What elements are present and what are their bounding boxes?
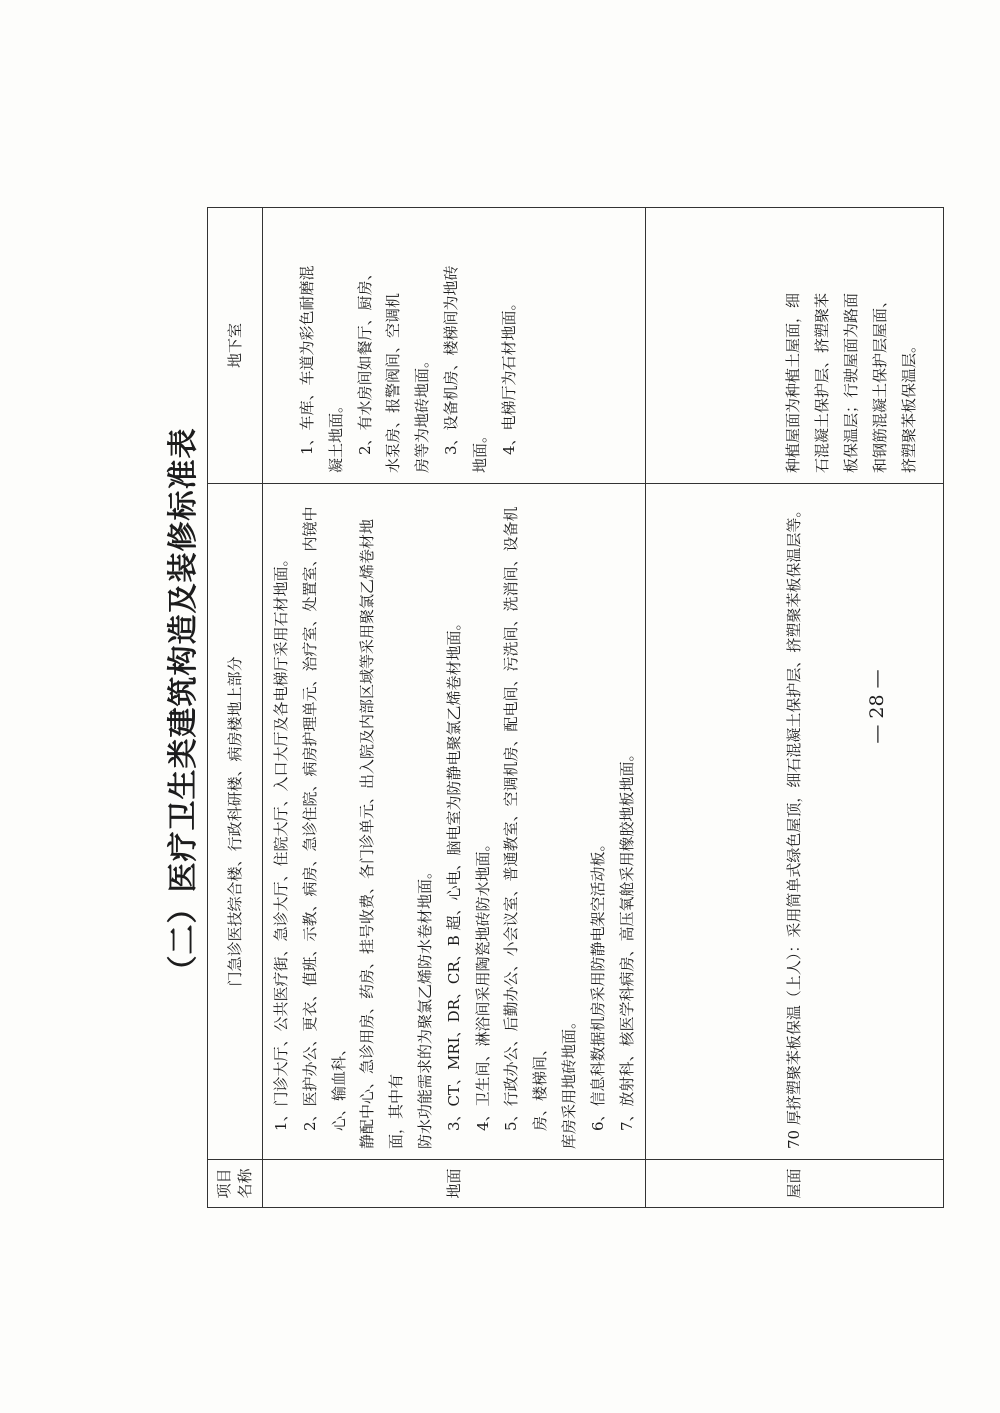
floor-basement-cell	[263, 208, 646, 484]
row-name-roof: 屋面	[646, 1160, 944, 1208]
basement-line-8: 4、电梯厅为石材地面。	[499, 295, 518, 455]
header-above-ground: 门急诊医技综合楼、行政科研楼、病房楼地上部分	[208, 484, 263, 1160]
table-row-floor	[263, 208, 646, 1208]
floor-line-1: 1、门诊大厅、公共医疗街、急诊大厅、住院大厅、入口大厅及各电梯厅采用石材地面。	[272, 551, 290, 1131]
basement-line-1: 1、车库、车道为彩色耐磨混	[298, 265, 316, 455]
basement-line-6: 3、设备机房、楼梯间为地砖	[441, 265, 460, 455]
header-item-name: 项目名称	[208, 1160, 263, 1208]
roof-above-text: 70 厚挤塑聚苯板保温（上人）：采用简单式绿色屋顶，细石混凝土保护层、挤塑聚苯板保温层等。	[785, 502, 804, 1149]
basement-line-5: 房等为地砖地面。	[413, 352, 432, 473]
floor-line-6: 4、卫生间、淋浴间采用陶瓷地砖防水地面。	[473, 836, 492, 1131]
roof-above-cell	[646, 484, 944, 1160]
page-number: — 28 —	[866, 669, 888, 744]
floor-above-cell	[263, 484, 646, 1160]
table-header-row	[208, 208, 263, 1208]
roof-basement-line-2: 石混凝土保护层、挤塑聚苯	[813, 292, 832, 473]
roof-basement-line-1: 种植屋面为种植土屋面，细	[784, 292, 803, 473]
basement-line-4: 水泵房、报警阀间、空调机	[384, 292, 403, 473]
basement-line-2: 凝土地面。	[326, 397, 345, 473]
floor-line-4: 防水功能需求的为聚氯乙烯防水卷材地面。	[415, 863, 434, 1149]
basement-line-7: 地面。	[470, 427, 489, 473]
roof-basement-line-3: 板保温层；行驶屋面为路面	[841, 292, 860, 473]
standards-table	[207, 207, 944, 1208]
table-row-roof	[646, 208, 944, 1208]
floor-line-10: 7、放射科、核医学科病房、高压氧舱采用橡胶地板地面。	[617, 746, 636, 1131]
roof-basement-line-5: 挤塑聚苯板保温层。	[899, 337, 918, 473]
floor-line-3: 静配中心、急诊用房、药房、挂号收费、各门诊单元、出入院及内部区域等采用聚氯乙烯卷材地面，其中有	[358, 518, 406, 1149]
basement-line-3: 2、有水房间如餐厅、厨房、	[355, 265, 374, 455]
floor-line-2: 2、医护办公、更衣、值班、示教、病房、急诊住院、病房护理单元、治疗室、处置室、内镜中心、输血科、	[300, 506, 348, 1131]
roof-basement-cell	[646, 208, 944, 484]
floor-line-7: 5、行政办公、后勤办公、小会议室、普通教室、空调机房、配电间、污洗间、洗消间、设备机房、楼梯间、	[502, 506, 550, 1131]
page-title: （二）医疗卫生类建筑构造及装修标准表	[166, 427, 201, 986]
header-basement: 地下室	[208, 208, 263, 484]
floor-line-8: 库房采用地砖地面。	[559, 1013, 578, 1149]
roof-basement-line-4: 和钢筋混凝土保护层屋面、	[870, 292, 889, 473]
floor-line-9: 6、信息科数据机房采用防静电架空活动板。	[588, 836, 607, 1131]
row-name-floor: 地面	[263, 1160, 646, 1208]
floor-line-5: 3、CT、MRI、DR、CR、B 超、心电、脑电室为防静电聚氯乙烯卷材地面。	[444, 615, 463, 1131]
